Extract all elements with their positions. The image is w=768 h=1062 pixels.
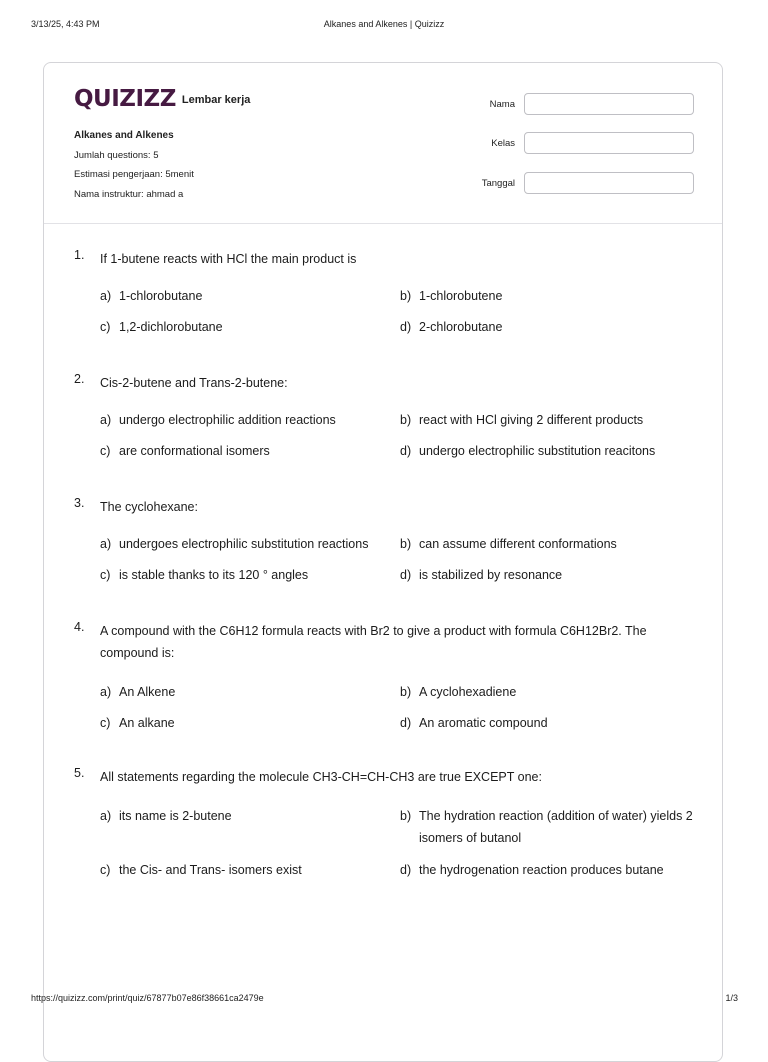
option-text: is stabilized by resonance [419, 568, 563, 582]
option-text: A cyclohexadiene [419, 685, 517, 699]
question-number: 5. [74, 766, 85, 780]
option-letter: d) [400, 863, 412, 877]
option-text: 1,2-dichlorobutane [119, 320, 223, 334]
option-text: its name is 2-butene [119, 809, 232, 823]
option-letter: b) [400, 685, 412, 699]
print-url: https://quizizz.com/print/quiz/67877b07e86f38661ca2479e [31, 993, 264, 1003]
option-text: undergo electrophilic substitution reacitons [419, 444, 656, 458]
option-text: An Alkene [119, 685, 176, 699]
question-text: Cis-2-butene and Trans-2-butene: [100, 376, 288, 390]
option-letter: c) [100, 320, 111, 334]
time-estimate: Estimasi pengerjaan: 5menit [74, 169, 194, 180]
question-count: Jumlah questions: 5 [74, 149, 159, 161]
quizizz-logo: QUIZIZZ [74, 86, 176, 112]
print-page-title: Alkanes and Alkenes | Quizizz [323, 19, 445, 29]
option-text: react with HCl giving 2 different products [419, 413, 644, 427]
option-text: undergo electrophilic addition reactions [119, 413, 336, 427]
option-letter: d) [400, 444, 412, 458]
print-header [0, 19, 768, 33]
option-letter: c) [100, 863, 111, 877]
question-text: All statements regarding the molecule CH3-CH=CH-CH3 are true EXCEPT one: [100, 770, 542, 784]
option-letter: c) [100, 568, 111, 582]
date-input[interactable] [524, 172, 694, 194]
worksheet-label: Lembar kerja [181, 94, 251, 106]
question-text: If 1-butene reacts with HCl the main product is [100, 252, 357, 266]
worksheet-header [44, 63, 722, 224]
quiz-meta [74, 126, 194, 204]
option-text: An alkane [119, 716, 175, 730]
option-text: The hydration reaction (addition of water) yields 2 isomers of butanol [419, 809, 693, 845]
option-text: 1-chlorobutene [419, 289, 503, 303]
question-text: A compound with the C6H12 formula reacts with Br2 to give a product with formula C6H12Br2. The compound is: [100, 624, 647, 660]
option-letter: d) [400, 716, 412, 730]
question-number: 4. [74, 620, 85, 634]
option-text: the hydrogenation reaction produces butane [419, 863, 664, 877]
question-number: 3. [74, 496, 85, 510]
option-text: undergoes electrophilic substitution reactions [119, 537, 369, 551]
option-letter: b) [400, 413, 412, 427]
option-text: the Cis- and Trans- isomers exist [119, 863, 302, 877]
print-datetime: 3/13/25, 4:43 PM [31, 19, 100, 29]
question-number: 2. [74, 372, 85, 386]
question-text: The cyclohexane: [100, 500, 198, 514]
option-letter: a) [100, 289, 112, 303]
print-footer [0, 993, 768, 1007]
class-input[interactable] [524, 132, 694, 154]
option-text: 2-chlorobutane [419, 320, 503, 334]
option-letter: b) [400, 289, 412, 303]
option-letter: c) [100, 716, 111, 730]
option-text: An aromatic compound [419, 716, 548, 730]
option-letter: a) [100, 537, 112, 551]
option-letter: a) [100, 685, 112, 699]
option-text: 1-chlorobutane [119, 289, 203, 303]
option-text: can assume different conformations [419, 537, 617, 551]
option-letter: b) [400, 809, 412, 823]
quiz-title: Alkanes and Alkenes [74, 130, 174, 141]
print-page-number: 1/3 [725, 993, 738, 1003]
option-letter: d) [400, 568, 412, 582]
instructor-name: Nama instruktur: ahmad a [74, 188, 184, 200]
option-text: is stable thanks to its 120 ° angles [119, 568, 309, 582]
date-label: Tanggal [481, 177, 515, 189]
option-letter: a) [100, 413, 112, 427]
class-label: Kelas [491, 137, 515, 149]
name-input[interactable] [524, 93, 694, 115]
name-field-row [464, 92, 694, 116]
option-letter: b) [400, 537, 412, 551]
name-label: Nama [489, 98, 515, 110]
worksheet-card [43, 62, 723, 1062]
option-text: are conformational isomers [119, 444, 270, 458]
question-number: 1. [74, 248, 85, 262]
option-letter: c) [100, 444, 111, 458]
brand [74, 85, 250, 113]
date-field-row [464, 171, 694, 195]
class-field-row [464, 131, 694, 155]
option-letter: a) [100, 809, 112, 823]
option-letter: d) [400, 320, 412, 334]
